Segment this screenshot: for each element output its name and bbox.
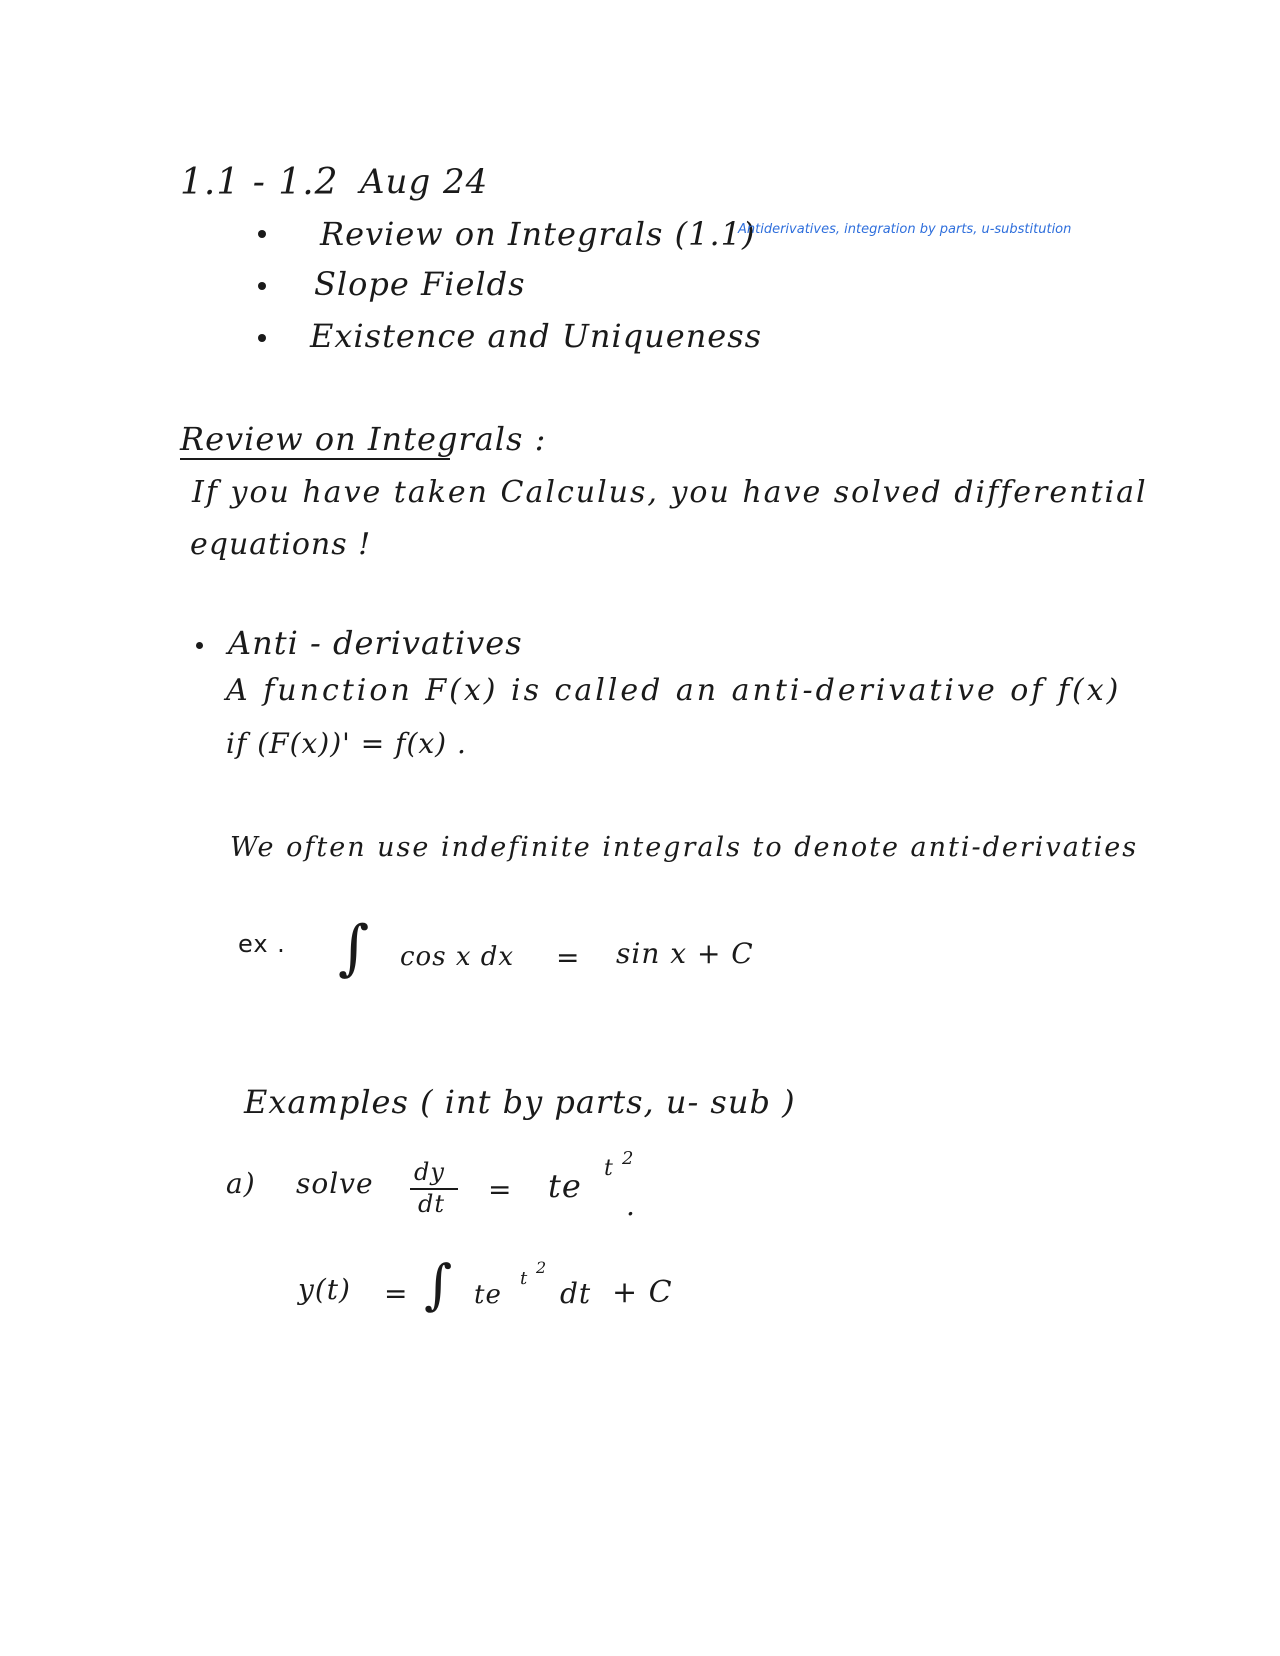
example-a-equals: =: [488, 1173, 513, 1206]
y-exponent-2: 2: [536, 1258, 547, 1277]
example-a-period: .: [626, 1189, 636, 1222]
definition-line-2: if (F(x))' = f(x) .: [226, 727, 467, 760]
bullet-dot: [258, 230, 266, 238]
bullet-dot: [258, 282, 266, 290]
example-a-label: a): [226, 1167, 256, 1200]
y-equals: =: [384, 1277, 409, 1310]
fraction-numerator: dy: [414, 1158, 445, 1186]
review-heading: Review on Integrals :: [180, 420, 547, 458]
y-lhs: y(t): [298, 1273, 351, 1306]
y-plus-c: + C: [612, 1275, 673, 1310]
example-prefix: ex .: [238, 930, 286, 958]
example-a-exponent-t: t: [604, 1156, 613, 1181]
topic-review: Review on Integrals (1.1): [320, 215, 756, 253]
y-dt: dt: [560, 1277, 592, 1310]
example-a-solve: solve: [296, 1167, 374, 1200]
fraction-denominator: dt: [418, 1190, 446, 1218]
definition-line-1: A function F(x) is called an anti-derivative of f(x): [226, 673, 1122, 708]
bullet-dot: [258, 334, 266, 342]
example-a-rhs: te: [548, 1167, 582, 1205]
y-exponent-t: t: [520, 1268, 528, 1289]
date-label: Aug 24: [360, 162, 489, 202]
review-line-2: equations !: [190, 527, 372, 562]
section-number: 1.1 - 1.2: [180, 162, 339, 203]
indefinite-integral-note: We often use indefinite integrals to denote anti-derivaties: [230, 832, 1139, 863]
review-line-1: If you have taken Calculus, you have solved differential: [192, 475, 1148, 510]
topic-existence: Existence and Uniqueness: [310, 317, 763, 355]
y-integral-sign: ∫: [424, 1253, 453, 1316]
examples-heading: Examples ( int by parts, u- sub ): [244, 1083, 796, 1121]
heading-underline: [180, 458, 450, 460]
example-integrand: cos x dx: [400, 942, 515, 972]
bullet-dot: [196, 642, 203, 649]
antiderivative-title: Anti - derivatives: [228, 624, 523, 662]
example-result: sin x + C: [616, 937, 754, 970]
topic-slope-fields: Slope Fields: [314, 265, 526, 303]
example-equals: =: [556, 941, 581, 974]
example-a-exponent-2: 2: [622, 1148, 634, 1169]
integral-sign: ∫: [338, 913, 370, 983]
topic-note: Antiderivatives, integration by parts, u-substitution: [738, 222, 1072, 237]
y-integrand: te: [474, 1280, 502, 1310]
